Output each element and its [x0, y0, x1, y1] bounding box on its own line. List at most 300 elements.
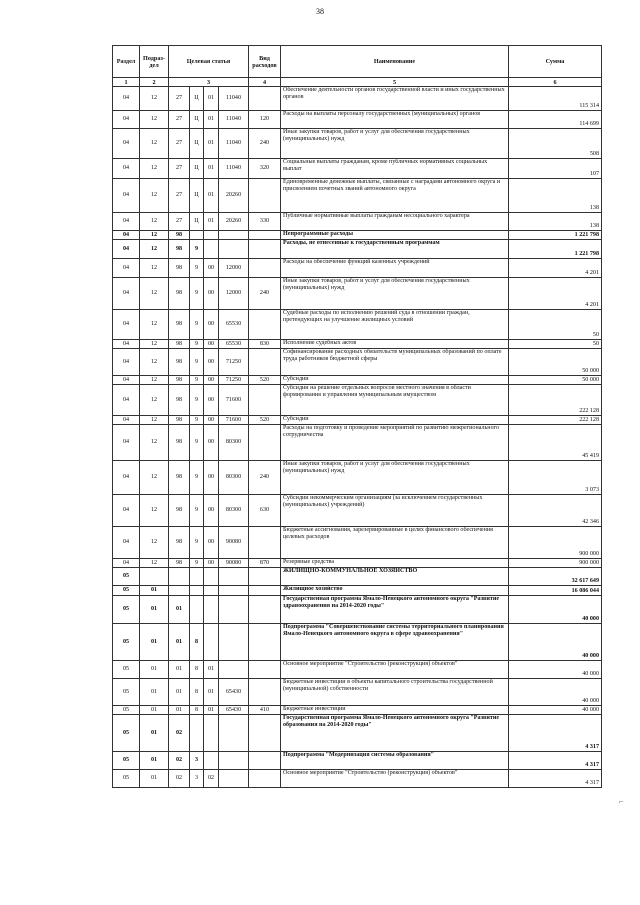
colnum-4: 4 — [249, 78, 281, 87]
cell-razdel: 04 — [113, 559, 140, 568]
cell-target-event: 00 — [204, 259, 219, 278]
cell-target-program: 02 — [169, 770, 190, 788]
cell-target-direction: 12000 — [219, 278, 249, 310]
cell-podrazdel: 12 — [140, 416, 169, 425]
cell-target-event: 00 — [204, 385, 219, 416]
cell-razdel: 04 — [113, 213, 140, 231]
cell-target-program: 01 — [169, 624, 190, 661]
cell-sum: 115 314 — [509, 87, 602, 111]
cell-sum: 3 073 — [509, 461, 602, 495]
table-row — [113, 715, 602, 752]
cell-expense-type: 330 — [249, 213, 281, 231]
cell-sum: 4 201 — [509, 278, 602, 310]
cell-target-program: 98 — [169, 259, 190, 278]
cell-target-event: 01 — [204, 661, 219, 679]
cell-target-event: 01 — [204, 159, 219, 179]
cell-razdel: 04 — [113, 349, 140, 376]
cell-podrazdel: 12 — [140, 425, 169, 461]
colnum-5: 5 — [281, 78, 509, 87]
table-row — [113, 240, 602, 259]
cell-target-event: 00 — [204, 461, 219, 495]
cell-target-program: 98 — [169, 376, 190, 385]
cell-podrazdel: 12 — [140, 259, 169, 278]
cell-name: Подпрограмма "Совершенствование системы территориального планирования Ямало-Ненецкого автономного округа в сфере здравоохранения" — [281, 624, 509, 661]
cell-razdel: 04 — [113, 231, 140, 240]
cell-razdel: 04 — [113, 527, 140, 559]
cell-expense-type — [249, 715, 281, 752]
cell-target-program: 27 — [169, 111, 190, 129]
cell-target-program: 98 — [169, 349, 190, 376]
cell-target-program: 27 — [169, 179, 190, 213]
cell-podrazdel: 12 — [140, 179, 169, 213]
cell-target-program: 98 — [169, 425, 190, 461]
cell-expense-type: 870 — [249, 559, 281, 568]
cell-podrazdel: 01 — [140, 661, 169, 679]
table-row — [113, 278, 602, 310]
cell-target-direction: 65530 — [219, 340, 249, 349]
cell-sum: 40 000 — [509, 596, 602, 624]
cell-podrazdel: 01 — [140, 752, 169, 770]
cell-name: Бюджетные ассигнования, зарезервированные в целях финансового обеспечения целевых расходов — [281, 527, 509, 559]
cell-target-program: 27 — [169, 213, 190, 231]
cell-podrazdel: 12 — [140, 129, 169, 159]
cell-target-subprogram: 3 — [190, 770, 204, 788]
header-podrazdel: Подраз-дел — [140, 46, 169, 78]
cell-sum: 16 086 044 — [509, 586, 602, 596]
cell-target-program: 27 — [169, 87, 190, 111]
table-row — [113, 129, 602, 159]
cell-expense-type: 240 — [249, 278, 281, 310]
cell-target-direction — [219, 240, 249, 259]
cell-podrazdel: 12 — [140, 495, 169, 527]
cell-razdel: 04 — [113, 159, 140, 179]
cell-target-event — [204, 715, 219, 752]
cell-target-subprogram: Ц — [190, 213, 204, 231]
cell-target-event: 00 — [204, 495, 219, 527]
cell-podrazdel: 12 — [140, 385, 169, 416]
cell-razdel: 05 — [113, 715, 140, 752]
cell-sum: 1 221 798 — [509, 231, 602, 240]
cell-sum: 40 000 — [509, 624, 602, 661]
cell-expense-type: 120 — [249, 111, 281, 129]
cell-razdel: 04 — [113, 259, 140, 278]
cell-razdel: 05 — [113, 586, 140, 596]
cell-podrazdel: 12 — [140, 527, 169, 559]
cell-target-event: 00 — [204, 376, 219, 385]
cell-target-event — [204, 240, 219, 259]
cell-target-subprogram — [190, 568, 204, 586]
page-number: 38 — [316, 7, 324, 16]
header-target: Целевая статья — [169, 46, 249, 78]
cell-sum: 50 — [509, 340, 602, 349]
cell-target-subprogram: 8 — [190, 679, 204, 706]
cell-target-program: 98 — [169, 310, 190, 340]
cell-target-subprogram — [190, 715, 204, 752]
cell-sum: 107 — [509, 159, 602, 179]
cell-target-event — [204, 586, 219, 596]
cell-target-subprogram — [190, 596, 204, 624]
cell-razdel: 04 — [113, 240, 140, 259]
cell-target-program: 98 — [169, 495, 190, 527]
cell-target-program: 27 — [169, 129, 190, 159]
cell-razdel: 04 — [113, 416, 140, 425]
cell-target-subprogram: 9 — [190, 259, 204, 278]
cell-name: Подпрограмма "Модернизация системы образования" — [281, 752, 509, 770]
table-row — [113, 586, 602, 596]
cell-razdel: 05 — [113, 596, 140, 624]
cell-target-direction: 65430 — [219, 679, 249, 706]
cell-target-subprogram: 8 — [190, 706, 204, 715]
cell-target-subprogram: 9 — [190, 559, 204, 568]
table-row — [113, 752, 602, 770]
table-row — [113, 340, 602, 349]
table-row — [113, 624, 602, 661]
cell-podrazdel: 12 — [140, 231, 169, 240]
cell-razdel: 04 — [113, 111, 140, 129]
cell-expense-type: 830 — [249, 340, 281, 349]
cell-razdel: 05 — [113, 568, 140, 586]
cell-podrazdel: 01 — [140, 706, 169, 715]
cell-target-subprogram: 3 — [190, 752, 204, 770]
cell-target-subprogram: 9 — [190, 310, 204, 340]
table-row — [113, 385, 602, 416]
cell-expense-type — [249, 586, 281, 596]
cell-razdel: 05 — [113, 661, 140, 679]
cell-target-direction — [219, 661, 249, 679]
cell-expense-type — [249, 596, 281, 624]
cell-name: Исполнение судебных актов — [281, 340, 509, 349]
header-razdel: Раздел — [113, 46, 140, 78]
cell-target-direction — [219, 586, 249, 596]
cell-target-event: 00 — [204, 278, 219, 310]
cell-razdel: 04 — [113, 425, 140, 461]
cell-target-program: 01 — [169, 596, 190, 624]
cell-target-program: 01 — [169, 706, 190, 715]
cell-target-event: 00 — [204, 349, 219, 376]
table-row — [113, 706, 602, 715]
cell-target-subprogram: 8 — [190, 624, 204, 661]
cell-target-program: 01 — [169, 679, 190, 706]
cell-name: Субсидии на решение отдельных вопросов местного значения в области формирования и управления муниципальным имуществом — [281, 385, 509, 416]
cell-target-subprogram: 9 — [190, 376, 204, 385]
cell-podrazdel: 01 — [140, 596, 169, 624]
cell-target-direction: 71600 — [219, 416, 249, 425]
cell-target-event: 01 — [204, 129, 219, 159]
cell-podrazdel: 12 — [140, 376, 169, 385]
cell-target-subprogram: 9 — [190, 461, 204, 495]
cell-podrazdel: 01 — [140, 715, 169, 752]
budget-table — [112, 45, 602, 788]
cell-razdel: 04 — [113, 385, 140, 416]
cell-name: Основное мероприятие "Строительство (реконструкция) объектов" — [281, 770, 509, 788]
cell-razdel: 04 — [113, 129, 140, 159]
cell-target-event: 01 — [204, 111, 219, 129]
cell-target-direction — [219, 770, 249, 788]
cell-name: Жилищное хозяйство — [281, 586, 509, 596]
cell-target-direction — [219, 231, 249, 240]
cell-expense-type — [249, 425, 281, 461]
cell-podrazdel: 12 — [140, 159, 169, 179]
cell-sum: 114 699 — [509, 111, 602, 129]
cell-expense-type: 410 — [249, 706, 281, 715]
cell-sum: 4 317 — [509, 715, 602, 752]
cell-target-subprogram: Ц — [190, 111, 204, 129]
cell-target-direction — [219, 568, 249, 586]
cell-target-program: 98 — [169, 231, 190, 240]
cell-target-subprogram — [190, 586, 204, 596]
cell-name: Иные закупки товаров, работ и услуг для обеспечения государственных (муниципальных) нужд — [281, 278, 509, 310]
cell-name: Субсидии некоммерческим организациям (за исключением государственных (муниципальных) учреждений) — [281, 495, 509, 527]
colnum-1: 1 — [113, 78, 140, 87]
cell-expense-type — [249, 179, 281, 213]
table-row — [113, 661, 602, 679]
cell-name: Резервные средства — [281, 559, 509, 568]
cell-sum: 50 000 — [509, 376, 602, 385]
cell-target-subprogram: 9 — [190, 240, 204, 259]
cell-sum: 900 000 — [509, 527, 602, 559]
cell-name: Бюджетные инвестиции — [281, 706, 509, 715]
cell-target-event: 01 — [204, 213, 219, 231]
cell-target-program: 98 — [169, 240, 190, 259]
table-row — [113, 461, 602, 495]
cell-target-direction: 71250 — [219, 349, 249, 376]
cell-target-event: 00 — [204, 310, 219, 340]
cell-name: Государственная программа Ямало-Ненецкого автономного округа "Развитие здравоохранения на 2014-2020 годы" — [281, 596, 509, 624]
cell-sum: 32 617 649 — [509, 568, 602, 586]
cell-podrazdel: 12 — [140, 278, 169, 310]
cell-podrazdel: 12 — [140, 213, 169, 231]
table-row — [113, 213, 602, 231]
colnum-2: 2 — [140, 78, 169, 87]
table-row — [113, 679, 602, 706]
cell-target-program: 98 — [169, 416, 190, 425]
cell-target-subprogram: 9 — [190, 416, 204, 425]
cell-target-subprogram — [190, 231, 204, 240]
table-row — [113, 310, 602, 340]
cell-razdel: 05 — [113, 770, 140, 788]
cell-target-subprogram: Ц — [190, 159, 204, 179]
cell-sum: 222 128 — [509, 416, 602, 425]
cell-sum: 45 419 — [509, 425, 602, 461]
cell-razdel: 04 — [113, 376, 140, 385]
cell-target-event: 00 — [204, 340, 219, 349]
cell-name: Расходы на обеспечение функций казенных учреждений — [281, 259, 509, 278]
cell-sum: 40 000 — [509, 661, 602, 679]
cell-podrazdel: 12 — [140, 111, 169, 129]
cell-expense-type: 320 — [249, 159, 281, 179]
cell-target-subprogram: Ц — [190, 87, 204, 111]
table-row — [113, 416, 602, 425]
cell-razdel: 04 — [113, 340, 140, 349]
table-row — [113, 179, 602, 213]
cell-name: Публичные нормативные выплаты гражданам несоциального характера — [281, 213, 509, 231]
cell-name: Расходы на подготовку и проведение мероприятий по развитию межрегионального сотрудничества — [281, 425, 509, 461]
cell-podrazdel: 01 — [140, 586, 169, 596]
cell-razdel: 04 — [113, 310, 140, 340]
cell-target-direction — [219, 715, 249, 752]
cell-razdel: 05 — [113, 706, 140, 715]
cell-expense-type — [249, 231, 281, 240]
cell-expense-type: 240 — [249, 129, 281, 159]
cell-expense-type — [249, 624, 281, 661]
cell-target-direction: 90080 — [219, 527, 249, 559]
header-vid: Вид расходов — [249, 46, 281, 78]
cell-target-program: 02 — [169, 752, 190, 770]
cell-sum: 4 201 — [509, 259, 602, 278]
table-row — [113, 159, 602, 179]
cell-expense-type — [249, 385, 281, 416]
table-body — [113, 87, 602, 788]
cell-target-direction: 80300 — [219, 425, 249, 461]
cell-podrazdel: 12 — [140, 240, 169, 259]
cell-target-event: 01 — [204, 87, 219, 111]
table-row — [113, 527, 602, 559]
cell-expense-type: 240 — [249, 461, 281, 495]
cell-target-event: 01 — [204, 179, 219, 213]
cell-sum: 1 221 798 — [509, 240, 602, 259]
cell-sum: 42 346 — [509, 495, 602, 527]
cell-sum: 50 000 — [509, 349, 602, 376]
cell-target-program: 98 — [169, 385, 190, 416]
cell-sum: 508 — [509, 129, 602, 159]
cell-target-program: 98 — [169, 527, 190, 559]
colnum-6: 6 — [509, 78, 602, 87]
cell-target-event — [204, 596, 219, 624]
table-row — [113, 349, 602, 376]
margin-mark: ⌐ — [619, 797, 624, 806]
cell-target-direction: 80300 — [219, 461, 249, 495]
cell-podrazdel: 12 — [140, 310, 169, 340]
cell-sum: 222 128 — [509, 385, 602, 416]
cell-sum: 4 317 — [509, 752, 602, 770]
cell-target-event — [204, 568, 219, 586]
cell-target-program: 98 — [169, 278, 190, 310]
cell-target-subprogram: 9 — [190, 495, 204, 527]
cell-name: Софинансирование расходных обязательств муниципальных образований по оплате труда работников бюджетной сферы — [281, 349, 509, 376]
cell-target-subprogram: Ц — [190, 129, 204, 159]
cell-expense-type — [249, 527, 281, 559]
cell-target-event: 00 — [204, 416, 219, 425]
cell-target-direction: 71250 — [219, 376, 249, 385]
cell-name: ЖИЛИЩНО-КОММУНАЛЬНОЕ ХОЗЯЙСТВО — [281, 568, 509, 586]
cell-sum: 40 000 — [509, 679, 602, 706]
cell-razdel: 04 — [113, 179, 140, 213]
cell-target-event — [204, 624, 219, 661]
cell-name: Расходы на выплаты персоналу государственных (муниципальных) органов — [281, 111, 509, 129]
table-row — [113, 495, 602, 527]
cell-target-direction: 80300 — [219, 495, 249, 527]
cell-sum: 40 000 — [509, 706, 602, 715]
cell-target-direction: 11040 — [219, 129, 249, 159]
cell-sum: 4 317 — [509, 770, 602, 788]
cell-podrazdel: 12 — [140, 340, 169, 349]
cell-target-program: 01 — [169, 661, 190, 679]
cell-target-program — [169, 586, 190, 596]
cell-expense-type — [249, 752, 281, 770]
table-row — [113, 770, 602, 788]
cell-target-direction: 71600 — [219, 385, 249, 416]
cell-target-event: 00 — [204, 559, 219, 568]
cell-podrazdel: 12 — [140, 87, 169, 111]
cell-target-program — [169, 568, 190, 586]
cell-target-subprogram: 9 — [190, 425, 204, 461]
cell-name: Субсидии — [281, 416, 509, 425]
table-row — [113, 259, 602, 278]
cell-target-direction: 65430 — [219, 706, 249, 715]
cell-razdel: 04 — [113, 461, 140, 495]
cell-target-direction: 20260 — [219, 213, 249, 231]
cell-target-program: 02 — [169, 715, 190, 752]
cell-target-program: 27 — [169, 159, 190, 179]
table-row — [113, 559, 602, 568]
cell-podrazdel: 01 — [140, 624, 169, 661]
cell-name: Непрограммные расходы — [281, 231, 509, 240]
cell-expense-type: 520 — [249, 416, 281, 425]
cell-podrazdel: 01 — [140, 679, 169, 706]
cell-target-event: 00 — [204, 527, 219, 559]
cell-target-subprogram: 9 — [190, 340, 204, 349]
cell-target-direction: 65530 — [219, 310, 249, 340]
cell-name: Судебные расходы по исполнению решений суда в отношении граждан, претендующих на улучшение жилищных условий — [281, 310, 509, 340]
cell-podrazdel: 12 — [140, 349, 169, 376]
cell-target-direction — [219, 624, 249, 661]
cell-name: Расходы, не отнесенные к государственным программам — [281, 240, 509, 259]
cell-name: Социальные выплаты гражданам, кроме публичных нормативных социальных выплат — [281, 159, 509, 179]
cell-razdel: 05 — [113, 752, 140, 770]
table-row — [113, 425, 602, 461]
cell-target-direction: 12000 — [219, 259, 249, 278]
cell-expense-type — [249, 770, 281, 788]
cell-expense-type: 630 — [249, 495, 281, 527]
cell-target-event: 00 — [204, 425, 219, 461]
cell-name: Субсидии — [281, 376, 509, 385]
table-row — [113, 87, 602, 111]
cell-razdel: 04 — [113, 495, 140, 527]
cell-target-subprogram: 9 — [190, 527, 204, 559]
cell-name: Обеспечение деятельности органов государственной власти и иных государственных органов — [281, 87, 509, 111]
cell-target-program: 98 — [169, 559, 190, 568]
cell-expense-type: 520 — [249, 376, 281, 385]
cell-razdel: 04 — [113, 87, 140, 111]
cell-podrazdel — [140, 568, 169, 586]
cell-target-direction: 11040 — [219, 111, 249, 129]
cell-target-subprogram: Ц — [190, 179, 204, 213]
table-row — [113, 376, 602, 385]
cell-target-event: 02 — [204, 770, 219, 788]
cell-name: Основное мероприятие "Строительство (реконструкция) объектов" — [281, 661, 509, 679]
table-row — [113, 568, 602, 586]
cell-sum: 900 000 — [509, 559, 602, 568]
cell-expense-type — [249, 349, 281, 376]
cell-expense-type — [249, 87, 281, 111]
cell-name: Иные закупки товаров, работ и услуг для обеспечения государственных (муниципальных) нужд — [281, 129, 509, 159]
cell-target-subprogram: 9 — [190, 349, 204, 376]
cell-target-event: 01 — [204, 706, 219, 715]
cell-expense-type — [249, 661, 281, 679]
cell-target-direction: 11040 — [219, 87, 249, 111]
cell-target-direction: 90080 — [219, 559, 249, 568]
cell-expense-type — [249, 679, 281, 706]
cell-name: Единовременные денежные выплаты, связанные с наградами автономного округа и присвоением почетных званий автономного округа — [281, 179, 509, 213]
cell-expense-type — [249, 259, 281, 278]
cell-razdel: 05 — [113, 679, 140, 706]
cell-expense-type — [249, 310, 281, 340]
cell-sum: 138 — [509, 213, 602, 231]
cell-sum: 50 — [509, 310, 602, 340]
cell-name: Бюджетные инвестиции в объекты капитального строительства государственной (муниципальной) собственности — [281, 679, 509, 706]
cell-target-subprogram: 9 — [190, 278, 204, 310]
cell-razdel: 04 — [113, 278, 140, 310]
